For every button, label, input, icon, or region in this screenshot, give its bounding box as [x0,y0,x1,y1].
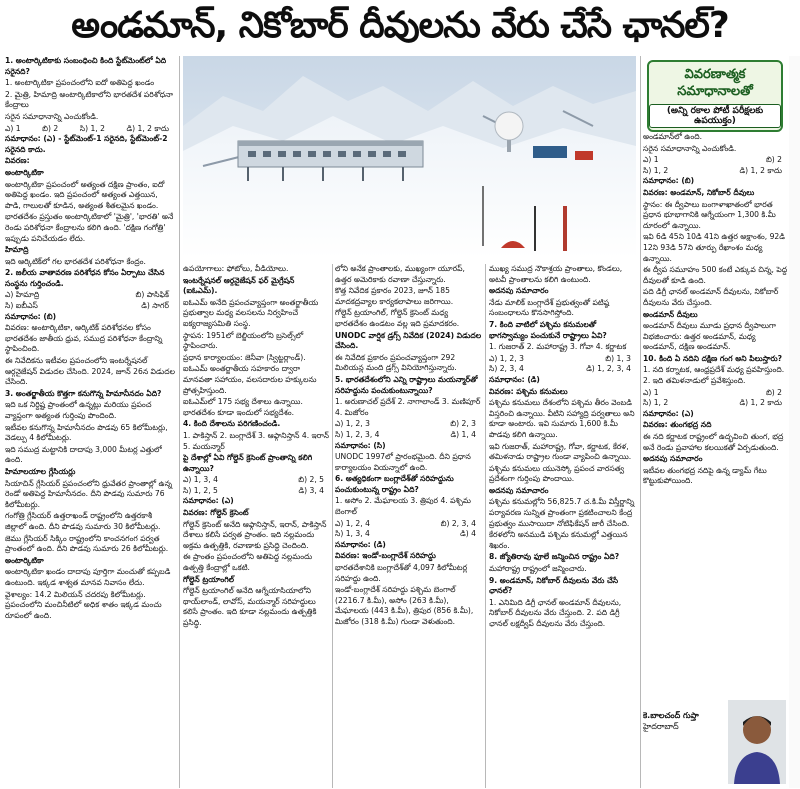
column-divider [640,56,641,788]
prompt: సరైన సమాధానాన్ని ఎంచుకోండి. [643,143,737,153]
paragraph: అండమాన్ దీవులు మూడు ప్రధాన ద్వీపాలుగా విభజించారు: ఉత్తర అండమాన్, మధ్య అండమాన్, దక్షిణ అండమాన్. [643,321,777,352]
option-c: సి) ఐబీఎస్ [5,301,38,311]
option-a: ఎ) 1, 3, 4 [183,475,218,485]
subheading: అంటార్కిటికా [5,555,44,565]
author-name: కె.బాలచంద్ గుప్తా [643,711,699,720]
answer: సమాధానం: (బి) [5,311,57,321]
explanation-heading: వివరణ: గోల్డెన్ క్రెసెంట్ [183,508,249,518]
question-5: 5. భారతదేశంలోని ఎన్ని రాష్ట్రాలు మయన్మార్‌తో సరిహద్దును పంచుకుంటున్నాయి? [335,374,478,395]
paragraph: UNODC వార్షిక డ్రగ్స్ నివేదిక (2024) విడుదల చేసింది. [335,330,482,351]
option-d: డి) 3, 4 [298,485,324,495]
paragraph: ఇంటర్నేషనల్ ఆర్గనైజేషన్ ఫర్ మైగ్రేషన్ (ఐఓఎమ్). [183,275,295,296]
explanation-heading: వివరణ: పశ్చిమ కనుమలు [489,386,568,396]
options-row [335,529,482,540]
option-c: సి) 1, 2 [643,398,669,408]
options-row [5,124,175,135]
option-c: సి) 2, 3, 4 [489,364,524,374]
paragraph: ఇది ఒక నిర్దిష్ట ప్రాంతంలో ఉన్నట్లు మరియు ప్రపంచ వ్యాప్తంగా అత్యంత గుర్తింపు పొందింది. [5,400,152,420]
column-divider [179,56,180,788]
option-b: బి) 2 [765,387,782,397]
badge-tag: (అన్ని రకాల పోటీ పరీక్షలకు ఉపయుక్తం) [649,104,781,128]
option-b: బి) 2 [765,155,782,165]
options-row [643,166,788,177]
option-a: ఎ) హిమాద్రి [5,290,40,300]
question-1: 1. అంటార్కిటికాకు సంబంధించి కింది స్టేట్‌మెంట్‌లో ఏది సరైనది? [5,56,167,76]
paragraph: కొత్త నివేదిక ప్రకారం 2023, జూన్ 185 మాదకద్రవ్యాల కార్యకలాపాలు జరిగాయి. [335,286,454,306]
option-a: ఎ) 1 [643,387,659,397]
paragraph: లోని అనేక ప్రాంతాలకు, ముఖ్యంగా యూరప్, ఉత్తర అమెరికాకు రవాణా చేస్తున్నారు. [335,264,465,284]
column-1 [5,56,175,788]
paragraph: స్థానం: ఈ ద్వీపాలు బంగాళాఖాతంలో భారత ప్రధాన భూభాగానికి ఆగ్నేయంగా 1,300 కి.మీ దూరంలో ఉన్నాయి. [643,199,776,230]
option-a: ఎ) 1 [643,155,659,165]
subheading: గోల్డెన్ ట్రయాంగిల్ [183,574,235,584]
prompt: సరైన సమాధానాన్ని ఎంచుకోండి. [5,111,99,121]
antarctic-station-photo [183,56,636,258]
option-a: ఎ) 1, 2, 4 [335,518,370,528]
option-a: ఎ) 1, 2, 3 [489,353,524,363]
paragraph: అండమాన్‌లో ఉంది. [643,132,702,141]
paragraph: ఇటీవల కనుగొన్న హిమానీనదం పొడవు 65 కిలోమీటర్లు, వెడల్పు 4 కిలోమీటర్లు. [5,422,168,443]
options-row [489,354,637,365]
question-items: 1. అసోం 2. మేఘాలయ 3. త్రిపుర 4. పశ్చిమ బెంగాల్ [335,496,471,517]
option-d: డి) 1, 2, 3, 4 [586,364,631,374]
option-c: సి) 1, 3, 4 [335,529,370,539]
paragraph: పది డిగ్రీ ఛానల్ అండమాన్ దీవులను, నికోబార్ దీవులను వేరు చేస్తుంది. [643,287,779,307]
answer: సమాధానం: (డి) [489,374,540,384]
subheading: అండమాన్ దీవులు [643,309,698,319]
question-6: 6. అత్యధికంగా బంగ్లాదేశ్‌తో సరిహద్దును పంచుకుంటున్న రాష్ట్రం ఏది? [335,474,454,494]
question-3: 3. అంతర్జాతీయ కొత్తగా కనుగొన్న హిమానీనదం ఏది? [5,388,162,398]
paragraph: కేరళలోని అనముడి పశ్చిమ కనుమల్లో ఎత్తయిన శిఖరం. [489,530,628,550]
paragraph: UNODC 1997లో ప్రారంభమైంది. దీని ప్రధాన కార్యాలయం వియన్నాలో ఉంది. [335,452,471,472]
subheading: అంటార్కిటికా [5,167,44,177]
paragraph: అంటార్కిటికా ఖండం దాదాపు పూర్తిగా మంచుతో కప్పబడి ఉంటుంది. ఇక్కడ శాశ్వత మానవ నివాసం లేదు. [5,567,171,587]
paragraph: భారతదేశం ప్రస్తుతం అంటార్కిటికాలో 'మైత్రి', 'భారతి' అనే రెండు పరిశోధనా కేంద్రాలను కలిగి ఉంది. 'దక్షిణ గంగోత్రి' ఇప్పుడు పనిచేయడం లేదు. [5,212,174,243]
options-row [335,519,482,530]
option-c: సి) 1, 2, 5 [183,485,218,495]
subheading: హిమాద్రి [5,245,29,255]
paragraph: వివరణ: అంటార్కిటికా, ఆర్కిటిక్ పరిశోధనల కోసం భారతదేశం జాతీయ ధ్రువ, సముద్ర పరిశోధనా కేంద్రాన్ని స్థాపించింది. [5,323,163,354]
question-4: 4. కింది దేశాలను పరిగణించండి. [183,419,281,429]
option-d: డి) 1, 2 కాదు [739,165,782,175]
badge-title-line2: సమాధానాలతో [677,84,753,99]
options-row [5,301,175,312]
answer: సమాధానం: (డి) [335,539,386,549]
paragraph: జెము గ్లేసియర్ సిక్కిం రాష్ట్రంలోని కాంచనగంగ పర్వత ప్రాంతంలో ఉంది. దీని పొడవు సుమారు 26 కిలోమీటర్లు. [5,533,169,554]
answer: సమాధానం: (బి) [643,176,695,186]
paragraph: ఇటీవల తుంగభద్ర నదిపై ఉన్న డ్యామ్ గేటు కొట్టుకుపోయింది. [643,465,767,486]
options-row [489,364,637,375]
adjacent-column-edge [789,56,800,788]
paragraph: ఇవి గుజరాత్, మహారాష్ట్ర, గోవా, కర్ణాటక, కేరళ, తమిళనాడు రాష్ట్రాల గుండా వ్యాపించి ఉన్నాయి. [489,441,632,462]
option-d: డి) 4 [460,529,476,539]
options-row [183,486,330,497]
option-b: బి) 1, 3 [605,353,631,363]
question-2: 2. జలీయ వాతావరణ పరిశోధన కోసం ఏర్పాటు చేసిన సంస్థను గుర్తించండి. [5,268,165,288]
options-row [643,388,788,399]
feature-badge [647,60,783,132]
explanation-heading: వివరణ: అండమాన్, నికోబార్ దీవులు [643,187,755,197]
answer: సమాధానం: (ఎ) [183,496,234,506]
options-row [183,475,330,486]
paragraph: గోల్డెన్ ట్రయాంగిల్, గోల్డెన్ క్రెసెంట్ మధ్య భారతదేశం ఉండటం వల్ల ఇది ప్రమాదకరం. [335,308,460,328]
paragraph: ఐఓఎమ్ అనేది ప్రపంచవ్యాప్తంగా అంతర్జాతీయ ప్రభుత్వాల మధ్య వలసలను నిర్వహించే ఐక్యరాజ్యసమితి సంస్థ. [183,297,319,328]
column-divider [485,264,486,788]
column-divider [332,264,333,788]
question-8: 8. జ్యోతిరావు ఫూలే జన్మించిన రాష్ట్రం ఏది? [489,552,620,562]
column-5 [643,132,788,788]
paragraph: ఇది ఆర్కిటిక్‌లో గల భారతదేశ పరిశోధనా కేంద్రం. [5,256,146,266]
paragraph: మహారాష్ట్ర రాష్ట్రంలో జన్మించారు. [489,564,587,574]
author-byline [643,700,788,786]
question-items: 1. నది కర్నాటక, ఆంధ్రప్రదేశ్ మధ్య ప్రవహిస్తుంది. 2. ఇది తమిళనాడులో ప్రవేశిస్తుంది. [643,365,785,386]
photo-illustration [183,56,636,258]
options-row [5,290,175,301]
subheading: హిమాలయాల గ్లేసియర్లు [5,466,76,476]
answer: సమాధానం: (ఎ) [643,408,694,418]
option-d: డి) 1, 2 కాదు [739,398,782,408]
options-row [643,155,788,166]
statement-1: 1. అంటార్కిటికా ప్రపంచంలోని ఐదో అతిపెద్ద ఖండం [5,78,155,88]
paragraph: పశ్చిమ కనుమల్లోని 56,825.7 చ.కి.మీ విస్తీర్ణాన్ని పర్యావరణ సున్నిత ప్రాంతంగా ప్రకటించాలని కేంద్ర ప్రభుత్వం ముసాయిదా నోటిఫికేషన్ జారీ చేసింది. [489,497,635,528]
question-items: 1. ఎనిమిది డిగ్రీ ఛానల్ అండమాన్ దీవులను, నికోబార్ దీవులను వేరు చేస్తుంది. 2. పది డిగ్రీ ఛానల్ లక్షద్వీప్ దీవులను వేరు చేస్తుంది. [489,597,622,628]
option-b: బి) 2 [42,123,59,133]
answer: సమాధానం: (ఎ) - స్టేట్‌మెంట్-1 సరైనది, స్టేట్‌మెంట్-2 సరైనది కాదు. [5,134,168,154]
explanation-heading: వివరణ: [5,156,30,166]
paragraph: ప్రధాన కార్యాలయం: జెనీవా (స్విట్జర్లాండ్). [183,352,306,362]
paragraph: గోల్డెన్ క్రెసెంట్ అనేది ఆఫ్గానిస్తాన్, ఇరాన్, పాకిస్తాన్ దేశాలు కలిసే పర్వత ప్రాంతం. ఇది నల్లమందు అక్రమ ఉత్పత్తికి, రవాణాకు ప్రసిద్ధి చెందింది. [183,519,327,550]
author-place: హైదరాబాద్ [643,722,679,731]
option-b: బి) 2, 5 [298,475,324,485]
question-items: 1. గుజరాత్ 2. మహారాష్ట్ర 3. గోవా 4. కర్ణాటక [489,342,627,352]
column-4 [489,264,637,788]
options-row [335,419,482,430]
author-text [643,710,723,732]
paragraph: స్థాపన: 1951లో బెల్జియంలోని బ్రసెల్స్‌లో స్థాపించారు. [183,330,304,351]
paragraph: పశ్చిమ కనుమలు దేశంలోని పశ్చిమ తీరం వెంబడి విస్తరించి ఉన్నాయి. వీటిని సహ్యాద్రి పర్వతాలు అని కూడా అంటారు. ఇవి సుమారు 1,600 కి.మీ పొడవు కలిగి ఉన్నాయి. [489,398,635,439]
explanation-heading: వివరణ: తుంగభద్ర నది [643,420,712,430]
option-c: సి) 1, 2 [79,123,105,133]
paragraph: పశ్చిమ కనుమలు యునెస్కో ప్రపంచ వారసత్వ ప్రదేశంగా గుర్తింపు పొందాయి. [489,463,625,484]
paragraph: ఇవి 6డి 45ని 10డి 41ని ఉత్తర అక్షాంశం, 92డి 12ని 93డి 57ని తూర్పు రేఖాంశం మధ్య ఉన్నాయి. [643,232,785,263]
paragraph: ఇండో-బంగ్లాదేశ్ సరిహద్దు పశ్చిమ బెంగాల్ (2216.7 కి.మీ), అసోం (263 కి.మీ), మేఘాలయ (443 కి.మీ), త్రిపుర (856 కి.మీ), మిజోరం (318 కి.మీ) గుండా వెళుతుంది. [335,585,474,626]
subheading: అదనపు సమాచారం [489,485,549,495]
question-9: 9. అండమాన్, నికోబార్ దీవులను వేరు చేసే ఛానల్? [489,575,619,596]
paragraph: ఈ నివేదికను ఇటీవల ప్రపంచంలోని ఇంటర్నేషనల్ ఆర్గనైజేషన్ విడుదల చేసింది. 2024, జూన్ 26న విడుదల చేసింది. [5,356,175,387]
subheading: అదనపు సమాచారం [643,454,703,464]
paragraph: వైశాల్యం: 14.2 మిలియన్ చదరపు కిలోమీటర్లు. ప్రపంచంలోని మంచినీటిలో అధిక శాతం ఇక్కడ మంచు రూపంలో ఉంది. [5,589,162,620]
question-items: 1. అరుణాచల్ ప్రదేశ్ 2. నాగాలాండ్ 3. మణిపూర్ 4. మిజోరం [335,397,481,417]
question-items: 1. పాకిస్తాన్ 2. బంగ్లాదేశ్ 3. ఆఫ్గానిస్తాన్ 4. ఇరాన్ 5. మయన్మార్ [183,430,329,451]
option-a: ఎ) 1 [5,123,21,133]
option-c: సి) 1, 2 [643,165,669,175]
subheading: అదనపు సమాచారం [489,286,549,296]
badge-title-line1: వివరణాత్మక [684,67,746,82]
option-d: డి) 1, 2 కాదు [126,123,169,133]
option-b: బి) 2, 3 [450,419,476,429]
paragraph: ముఖ్య సముద్ర నౌకాశ్రయ ప్రాంతాలు, కొండలు, అటవీ ప్రాంతాలను కలిగి ఉంటుంది. [489,264,623,284]
author-portrait [728,700,786,784]
paragraph: ఈ ప్రాంతం ప్రపంచంలోని అతిపెద్ద నల్లమందు ఉత్పత్తి కేంద్రాల్లో ఒకటి. [183,552,313,573]
paragraph: ఈ ద్వీప సమూహం 500 కంటే ఎక్కువ చిన్న, పెద్ద దీవులతో కూడి ఉంది. [643,265,788,285]
options-row [335,430,482,441]
paragraph: ఇది సముద్ర మట్టానికి దాదాపు 3,000 మీటర్ల ఎత్తులో ఉంది. [5,444,162,465]
paragraph: సియాచిన్ గ్లేసియర్ ప్రపంచంలోని ధ్రువేతర ప్రాంతాల్లో ఉన్న రెండో అతిపెద్ద హిమానీనదం. దీని పొడవు సుమారు 76 కిలోమీటర్లు. [5,478,173,509]
question-10: 10. కింది ఏ నదిని దక్షిణ గంగ అని పిలుస్తారు? [643,353,783,363]
paragraph: గంగోత్రి గ్లేసియర్ ఉత్తరాఖండ్ రాష్ట్రంలోని ఉత్తరకాశీ జిల్లాలో ఉంది. దీని పొడవు సుమారు 30 కిలోమీటర్లు. [5,511,161,531]
option-a: ఎ) 1, 2, 3 [335,419,370,429]
paragraph: నేడు మాలిక్ బంగ్లాదేశ్ ప్రభుత్వంతో పటిష్ఠ సంబంధాలను కొనసాగిస్తోంది. [489,297,610,318]
question-text: పై దేశాల్లో ఏవి గోల్డెన్ క్రెసెంట్ ప్రాంతాన్ని కలిగి ఉన్నాయి? [183,453,313,473]
paragraph: అంటార్కిటికా ప్రపంచంలో అత్యంత దక్షిణ ప్రాంతం, ఐదో అతిపెద్ద ఖండం. ఇది ప్రపంచంలో అత్యంత ఎత్తయిన, పొడి, గాలులతో కూడిన, అత్యంత శీతలమైన ఖండం. [5,179,165,210]
options-row [643,398,788,409]
paragraph: ఐఓఎమ్ అంతర్జాతీయ సహకారం ద్వారా మానవతా సహాయం, వలసదారుల హక్కులను ప్రోత్సహిస్తుంది. [183,364,317,395]
option-d: డి) సాగర్ [141,301,169,311]
option-d: డి) 1, 4 [450,429,476,439]
question-7: 7. కింది వాటిలో పశ్చిమ కనుమలతో భాగస్వామ్యం పంచుకునే రాష్ట్రాలు ఏవి? [489,319,607,340]
option-c: సి) 1, 2, 3, 4 [335,429,380,439]
headline: అండమాన్, నికోబార్ దీవులను వేరు చేసే ఛానల్? [71,5,729,46]
column-3 [335,264,482,788]
column-2 [183,264,330,788]
author-photo [728,700,786,784]
statement-2: 2. మైత్రి, హిమాద్రి అంటార్కిటికాలోని భారతదేశ పరిశోధనా కేంద్రాలు [5,89,174,110]
option-b: బి) 2, 3, 4 [440,518,476,528]
paragraph: భారతదేశానికి బంగ్లాదేశ్‌తో 4,097 కిలోమీటర్ల సరిహద్దు ఉంది. [335,563,468,583]
option-b: బి) పాసిఫిక్ [135,290,169,300]
paragraph: ఈ నివేదిక ప్రకారం ప్రపంచవ్యాప్తంగా 292 మిలియన్ల మంది డ్రగ్స్ వినియోగిస్తున్నారు. [335,352,457,373]
paragraph: ఐఓఎమ్‌లో 175 సభ్య దేశాలు ఉన్నాయి. భారతదేశం కూడా ఇందులో సభ్యదేశం. [183,397,303,417]
paragraph: ఉపయోగాలు: ఫోటోలు, వీడియోలు. [183,264,289,273]
paragraph: గోల్డెన్ ట్రయాంగిల్ అనేది ఆగ్నేయాసియాలోని థాయ్‌లాండ్, లావోస్, మయన్మార్ సరిహద్దులు కలిసే ప్రాంతం. ఇది కూడా నల్లమందు ఉత్పత్తికి ప్రసిద్ధి. [183,586,317,627]
answer: సమాధానం: (సి) [335,440,386,450]
paragraph: ఈ నది కర్ణాటక రాష్ట్రంలో ఉద్భవించి తుంగ, భద్ర అనే రెండు ప్రవాహాల కలయికతో ఏర్పడుతుంది. [643,432,784,452]
explanation-heading: వివరణ: ఇండో-బంగ్లాదేశ్ సరిహద్దు [335,551,436,561]
